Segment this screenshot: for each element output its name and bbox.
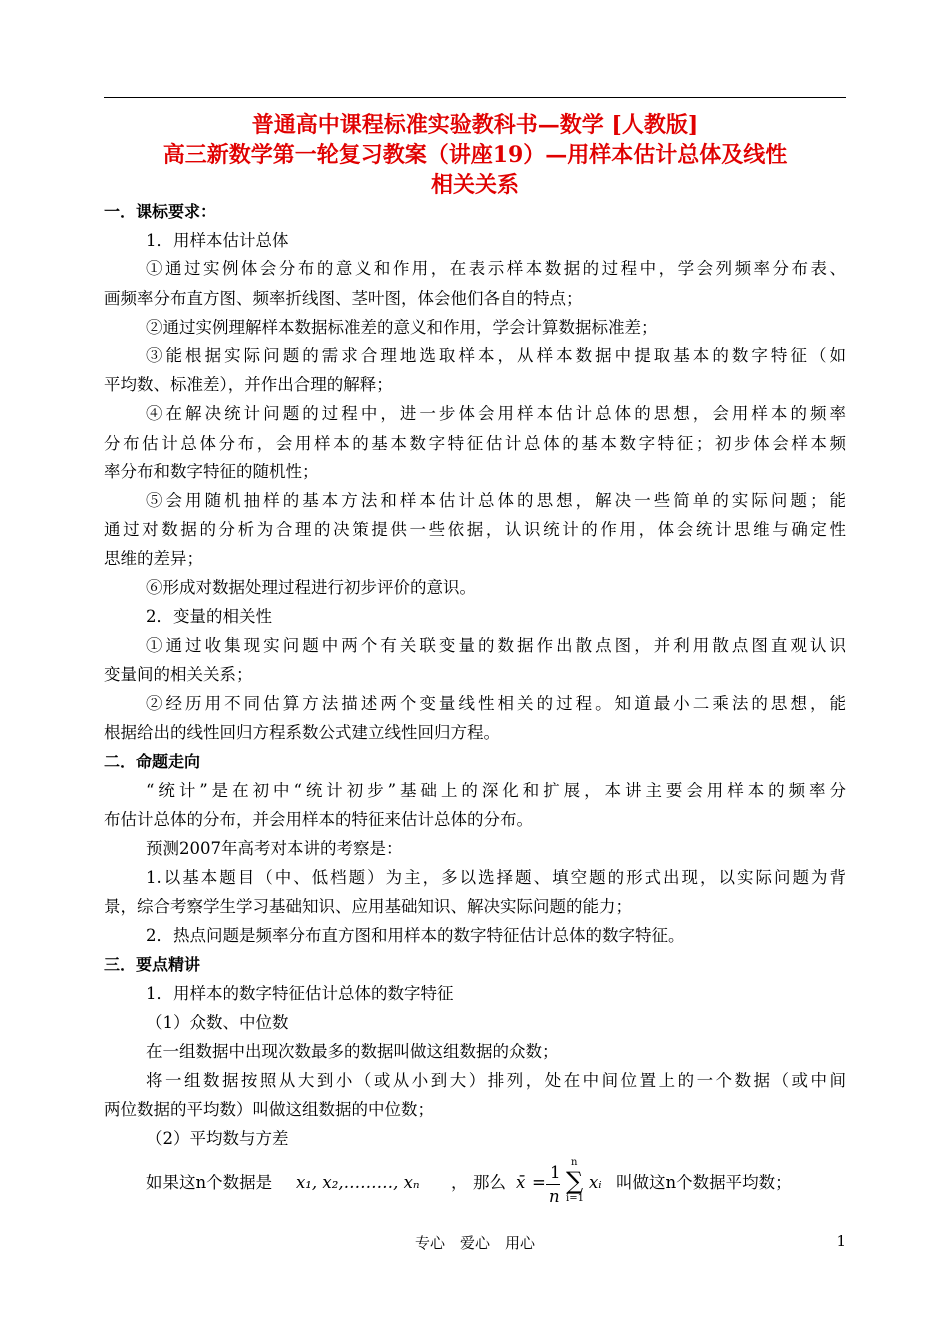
section-3-heading: 三．要点精讲 — [104, 955, 201, 974]
paragraph-line: 通过对数据的分析为合理的决策提供一些依据，认识统计的作用，体会统计思维与确定性 — [104, 520, 846, 539]
paragraph-line: 变量间的相关关系； — [104, 665, 253, 684]
footer-slogan: 专心 爱心 用心 — [414, 1234, 535, 1252]
paragraph-line: 2．热点问题是频率分布直方图和用样本的数字特征估计总体的数字特征。 — [146, 926, 685, 945]
formula-eq: = — [532, 1173, 546, 1192]
formula-xi: xᵢ — [589, 1173, 602, 1192]
paragraph-line: 1.以基本题目（中、低档题）为主，多以选择题、填空题的形式出现，以实际问题为背 — [146, 868, 846, 887]
title-line-2: 高三新数学第一轮复习教案（讲座19）—用样本估计总体及线性 — [162, 142, 788, 168]
paragraph-line: ②通过实例理解样本数据标准差的意义和作用，学会计算数据标准差； — [146, 318, 658, 337]
formula-xs: x₁, x₂,………, xₙ — [296, 1173, 420, 1192]
formula-xbar: x̄ — [516, 1173, 526, 1192]
paragraph-line: ①通过实例体会分布的意义和作用，在表示样本数据的过程中，学会列频率分布表、 — [146, 259, 846, 278]
formula-then: 那么 — [473, 1173, 506, 1192]
formula-prefix: 如果这n个数据是 — [146, 1173, 273, 1192]
paragraph-line: 两位数据的平均数）叫做这组数据的中位数； — [104, 1100, 434, 1119]
paragraph-line: 画频率分布直方图、频率折线图、茎叶图，体会他们各自的特点； — [104, 289, 583, 308]
paragraph-line: 平均数、标准差），并作出合理的解释； — [104, 375, 393, 394]
title-line-1: 普通高中课程标准实验教科书—数学 [人教版] — [251, 112, 699, 138]
formula-comma: ， — [451, 1173, 468, 1192]
formula-frac-num: 1 — [550, 1163, 561, 1182]
paragraph-line: ①通过收集现实问题中两个有关联变量的数据作出散点图，并利用散点图直观认识 — [146, 636, 846, 655]
paragraph-line: 率分布和数字特征的随机性； — [104, 462, 319, 481]
section-1-subheading-1: 1．用样本估计总体 — [146, 231, 289, 250]
paragraph-line: 分布估计总体分布，会用样本的基本数字特征估计总体的基本数字特征；初步体会样本频 — [104, 434, 846, 453]
section-3-subheading-1: 1．用样本的数字特征估计总体的数字特征 — [146, 984, 454, 1003]
paragraph-line: “统计”是在初中“统计初步”基础上的深化和扩展，本讲主要会用样本的频率分 — [146, 781, 846, 800]
paragraph-line: ④在解决统计问题的过程中，进一步体会用样本估计总体的思想，会用样本的频率 — [146, 404, 846, 423]
paragraph-line: ⑥形成对数据处理过程进行初步评价的意识。 — [146, 578, 476, 597]
paragraph-line: ③能根据实际问题的需求合理地选取样本，从样本数据中提取基本的数字特征（如 — [146, 346, 846, 365]
section-1-subheading-2: 2．变量的相关性 — [146, 607, 272, 626]
paragraph-line: 思维的差异； — [104, 549, 203, 568]
fraction-bar — [546, 1184, 560, 1185]
paragraph-line: 将一组数据按照从大到小（或从小到大）排列，处在中间位置上的一个数据（或中间 — [146, 1071, 846, 1090]
paragraph-line: 预测2007年高考对本讲的考察是： — [146, 839, 403, 858]
header-rule — [104, 97, 846, 98]
formula-sigma-bottom: i=1 — [566, 1193, 584, 1204]
paragraph-line: 景，综合考察学生学习基础知识、应用基础知识、解决实际问题的能力； — [104, 897, 632, 916]
formula-frac-den: n — [549, 1187, 560, 1206]
page-footer — [104, 1232, 846, 1254]
section-3-subheading-1b: （2）平均数与方差 — [146, 1129, 289, 1148]
paragraph-line: ⑤会用随机抽样的基本方法和样本估计总体的思想，解决一些简单的实际问题；能 — [146, 491, 846, 510]
formula-sigma-top: n — [571, 1157, 578, 1168]
section-1-heading: 一．课标要求： — [104, 202, 217, 221]
title-line-3: 相关关系 — [430, 172, 519, 198]
paragraph-line: ②经历用不同估算方法描述两个变量线性相关的过程。知道最小二乘法的思想，能 — [146, 694, 846, 713]
section-3-subheading-1a: （1）众数、中位数 — [146, 1013, 289, 1032]
paragraph-line: 根据给出的线性回归方程系数公式建立线性回归方程。 — [104, 723, 500, 742]
mean-formula-line — [146, 1157, 846, 1213]
sigma-icon: ∑ — [566, 1167, 584, 1195]
paragraph-line: 布估计总体的分布，并会用样本的特征来估计总体的分布。 — [104, 810, 533, 829]
section-2-heading: 二．命题走向 — [104, 752, 201, 771]
formula-suffix: 叫做这n个数据平均数； — [616, 1173, 792, 1192]
page-number: 1 — [836, 1232, 846, 1250]
paragraph-line: 在一组数据中出现次数最多的数据叫做这组数据的众数； — [146, 1042, 559, 1061]
